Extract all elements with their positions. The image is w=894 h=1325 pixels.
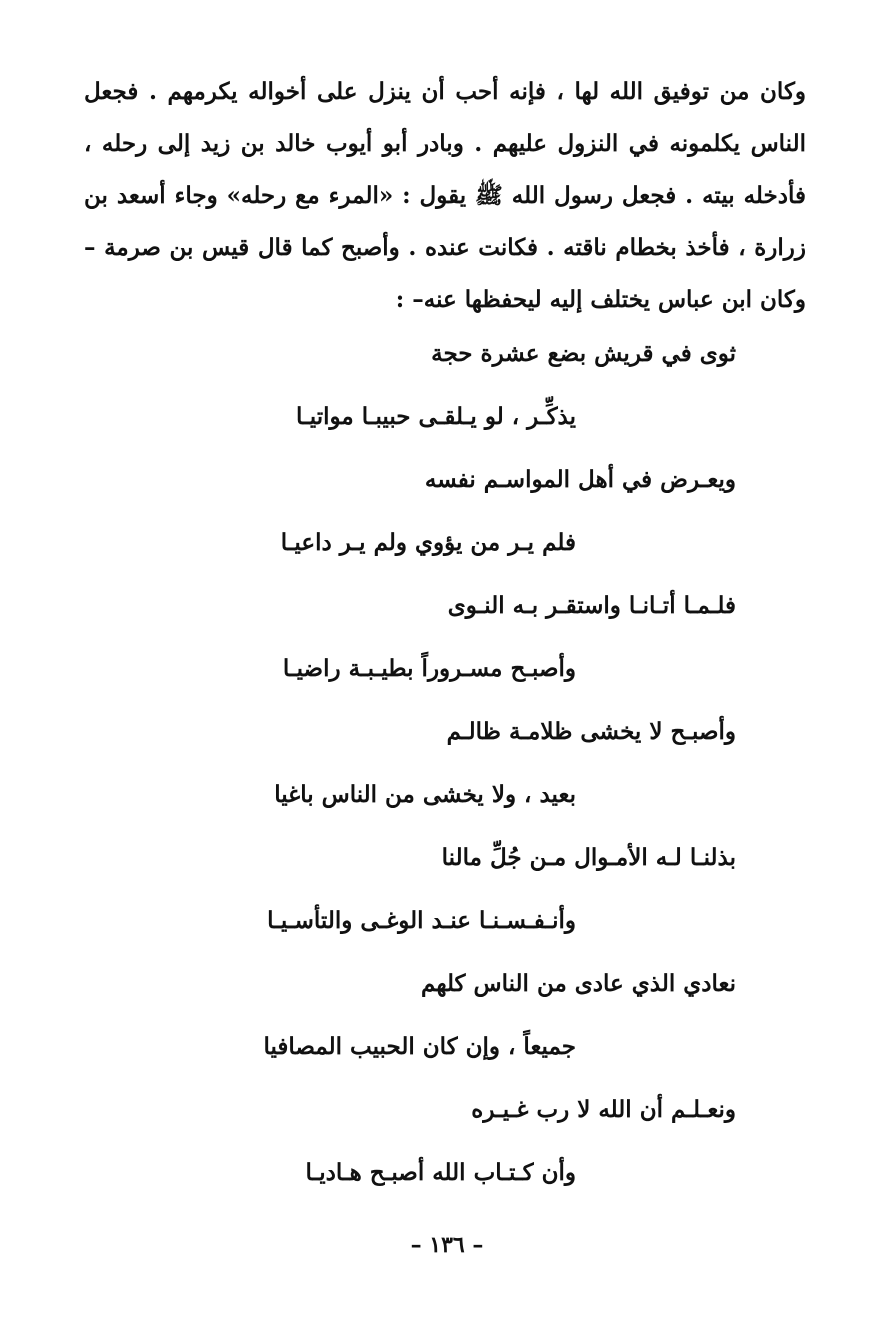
verse-hemistich-second: فلم يـر من يؤوي ولم يـر داعيـا	[280, 529, 576, 556]
verse-hemistich-second: وأن كـتـاب الله أصبـح هـاديـا	[305, 1159, 576, 1186]
verse-line	[136, 1019, 736, 1082]
verse-line	[136, 578, 736, 641]
prose-text: وكان من توفيق الله لها ، فإنه أحب أن ينزل على أخواله يكرمهم . فجعل الناس يكلمونه في النزول عليهم . وبادر أبو أيوب خالد بن زيد إلى رحله ، فأدخله بيته . فجعل رسول الله ﷺ يقول : «المرء مع رحله» وجاء أسعد بن زرارة ، فأخذ بخطام ناقته . فكانت عنده . وأصبح كما قال قيس بن صرمة –وكان ابن عباس يختلف إليه ليحفظها عنه– :	[84, 78, 806, 313]
verse-line	[136, 956, 736, 1019]
verse-hemistich-first: ويعـرض في أهل المواسـم نفسه	[424, 466, 736, 493]
verse-hemistich-second: يذكِّـر ، لو يـلقـى حبيبـا مواتيـا	[296, 403, 576, 430]
verse-line	[136, 1145, 736, 1208]
verse-hemistich-first: وأصبـح لا يخشى ظلامـة ظالـم	[446, 718, 736, 745]
verse-line	[136, 830, 736, 893]
page-number: – ١٣٦ –	[410, 1232, 484, 1258]
verse-line	[136, 389, 736, 452]
verse-hemistich-first: نعادي الذي عادى من الناس كلهم	[421, 970, 736, 997]
verse-hemistich-first: ونعـلـم أن الله لا رب غـيـره	[471, 1096, 736, 1123]
verse-hemistich-first: ثوى في قريش بضع عشرة حجة	[431, 340, 736, 367]
verse-hemistich-second: وأصبـح مسـروراً بطيـبـة راضيـا	[282, 655, 576, 682]
verse-hemistich-first: بذلنـا لـه الأمـوال مـن جُلِّ مالنا	[441, 844, 736, 871]
verse-hemistich-second: جميعاً ، وإن كان الحبيب المصافيا	[263, 1033, 576, 1060]
verse-line	[136, 515, 736, 578]
verse-line	[136, 767, 736, 830]
verse-line	[136, 452, 736, 515]
verse-line	[136, 893, 736, 956]
verse-line	[136, 1082, 736, 1145]
verse-line	[136, 641, 736, 704]
verse-line	[136, 326, 736, 389]
verse-hemistich-first: فلـمـا أتـانـا واستقـر بـه النـوى	[447, 592, 736, 619]
verse-hemistich-second: وأنـفـسـنـا عنـد الوغـى والتأسـيـا	[267, 907, 576, 934]
prose-paragraph	[84, 66, 806, 326]
verse-line	[136, 704, 736, 767]
poem	[136, 326, 736, 1208]
verse-hemistich-second: بعيد ، ولا يخشى من الناس باغيا	[274, 781, 576, 808]
